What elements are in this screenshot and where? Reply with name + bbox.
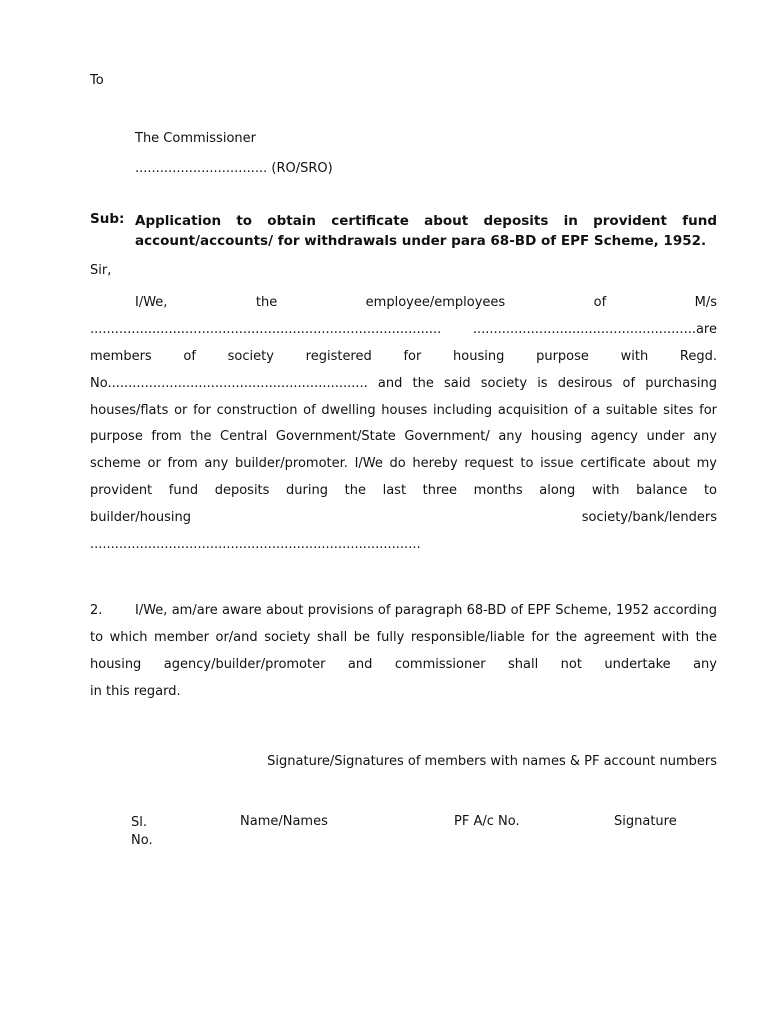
table-header-signature: Signature (614, 814, 677, 829)
letter-to: To (90, 73, 104, 88)
paragraph-1-line: houses/flats or for construction of dwelling houses including acquisition of a suitable sites for (90, 402, 717, 418)
paragraph-1-line: members of society registered for housing purpose with Regd. (90, 348, 717, 364)
paragraph-1-line: purpose from the Central Government/State Government/ any housing agency under any (90, 429, 717, 445)
paragraph-1 (90, 290, 717, 559)
table-header-names: Name/Names (240, 814, 328, 829)
subject-text: Application to obtain certificate about deposits in provident fund account/accounts/ for withdrawals under para 68-BD of EPF Scheme, 1952. (135, 213, 717, 249)
table-header-sl-no: Sl. No. (131, 815, 153, 848)
paragraph-2-number: 2. (90, 603, 103, 618)
salutation: Sir, (90, 263, 112, 278)
paragraph-1-line: ................................................................................ (90, 537, 421, 553)
paragraph-1-line: ..................................................................................... ......................................................are (90, 321, 717, 337)
paragraph-1-line: scheme or from any builder/promoter. I/We do hereby request to issue certificate about my (90, 456, 717, 472)
paragraph-2-line: in this regard. (90, 683, 181, 699)
paragraph-1-line: provident fund deposits during the last three months along with balance to (90, 483, 717, 499)
paragraph-1-line: builder/housing society/bank/lenders (90, 510, 717, 526)
paragraph-1-line: I/We, the employee/employees of M/s (135, 295, 717, 310)
paragraph-2-line: to which member or/and society shall be fully responsible/liable for the agreement with the (90, 629, 717, 645)
office-line: ................................ (RO/SRO) (135, 161, 333, 176)
paragraph-2-line: housing agency/builder/promoter and commissioner shall not undertake any (90, 656, 717, 672)
paragraph-2-line: 2. I/We, am/are aware about provisions of paragraph 68-BD of EPF Scheme, 1952 according (90, 597, 717, 624)
subject-label: Sub: (90, 211, 125, 227)
table-header-pf-no: PF A/c No. (454, 814, 520, 829)
paragraph-1-line: No............................................................... and the said society is desirous of purchasing (90, 375, 717, 391)
paragraph-2 (90, 597, 717, 705)
addressee: The Commissioner (135, 131, 256, 146)
signature-heading: Signature/Signatures of members with names & PF account numbers (267, 754, 717, 769)
